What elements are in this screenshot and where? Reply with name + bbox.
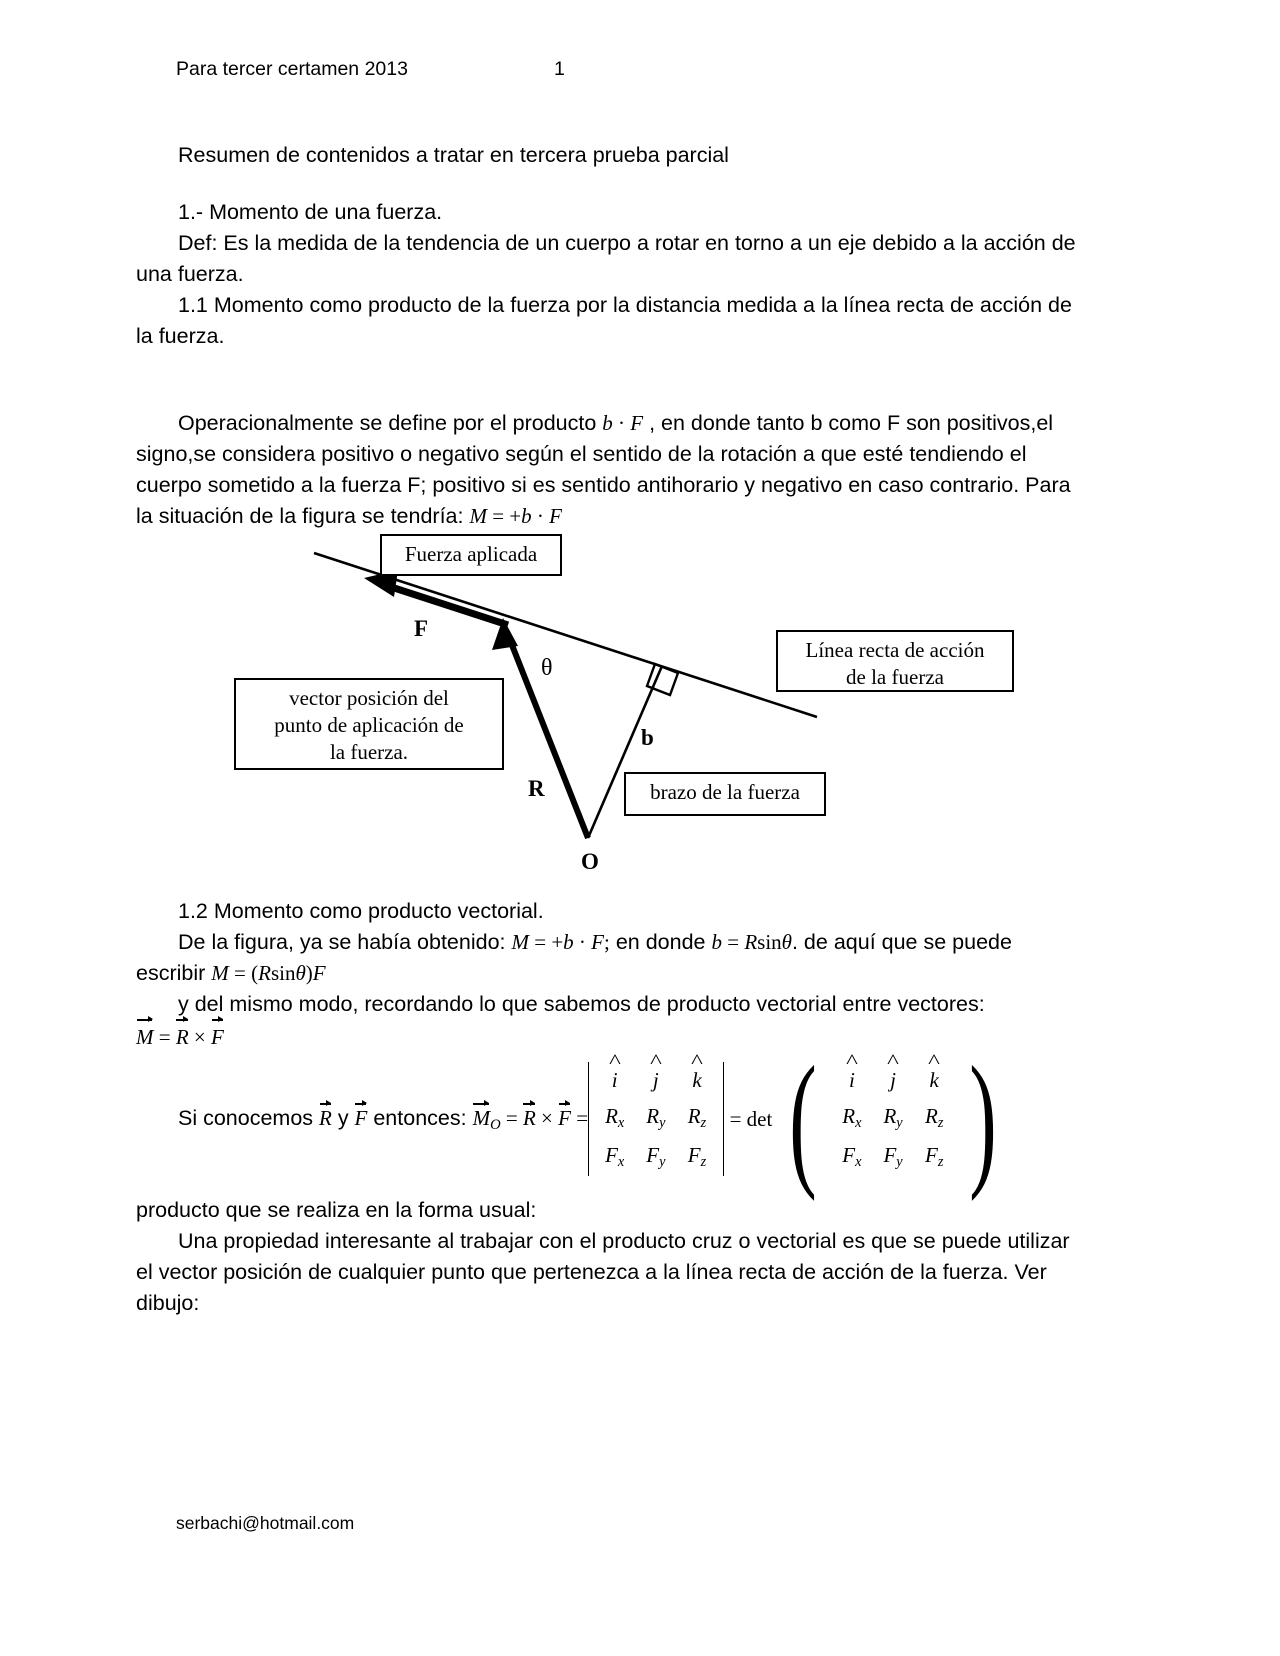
parenthesized-matrix xyxy=(778,1036,1007,1202)
determinant-equation-block xyxy=(136,1036,1146,1202)
matrix-cell-Fx xyxy=(605,1143,624,1171)
matrix-2 xyxy=(828,1068,958,1171)
matrix2-cell-Ry-base: R xyxy=(883,1103,897,1128)
matrix2-cell-Ry xyxy=(883,1104,902,1132)
derivation-text-1: De la figura, ya se había obtenido: xyxy=(178,930,512,954)
callout-vector-posicion-line3: la fuerza. xyxy=(329,740,409,764)
matrix-cell-Fx-base: F xyxy=(605,1142,618,1167)
matrix2-cell-Fz-sub: z xyxy=(937,1153,944,1170)
matrix-cell-Fy-sub: y xyxy=(659,1153,666,1170)
matrix-cell-Ry-sub: y xyxy=(659,1114,666,1131)
callout-fuerza-aplicada-label: Fuerza aplicada xyxy=(404,542,538,566)
math-dot-d1: · xyxy=(573,930,592,954)
matrix-cell-Rz-base: R xyxy=(687,1103,701,1128)
math-eq-2: = + xyxy=(486,504,522,528)
math-eq-d3: = xyxy=(228,961,252,985)
usual-form-paragraph: producto que se realiza en la forma usual: xyxy=(136,1198,537,1222)
math-F-d1: F xyxy=(591,930,604,954)
definition-paragraph: Def: Es la medida de la tendencia de un cuerpo a rotar en torno a un eje debido a la acción de una fuerza. xyxy=(136,231,1076,286)
math-close-d3: ) xyxy=(305,961,313,985)
label-R: R xyxy=(528,776,545,801)
math-theta-d2: θ xyxy=(781,930,792,954)
math-b-1: b xyxy=(602,411,613,435)
lead-eq-1: = xyxy=(500,1105,523,1130)
spacer xyxy=(136,171,1084,197)
matrix2-cell-Fz-base: F xyxy=(925,1142,938,1167)
math-F-1: F xyxy=(630,411,644,435)
operational-paragraph xyxy=(136,408,1084,532)
math-semicolon-d1: ; xyxy=(604,930,610,954)
matrix-cell-Fz-sub: z xyxy=(700,1153,707,1170)
math-b-d1: b xyxy=(563,930,574,954)
callout-linea-recta-line1: Línea recta de acción xyxy=(805,638,985,662)
matrix2-cell-Rz-sub: z xyxy=(937,1114,944,1131)
math-dot-1: · xyxy=(612,411,631,435)
matrix2-cell-Ry-sub: y xyxy=(896,1114,903,1131)
spacer xyxy=(136,352,1084,408)
math-dot-2: · xyxy=(531,504,550,528)
moment-of-force-diagram xyxy=(0,520,1280,880)
left-paren: ( xyxy=(789,1036,818,1202)
callout-brazo-fuerza-label: brazo de la fuerza xyxy=(650,780,800,804)
lead-times: × xyxy=(535,1105,559,1130)
math-theta-d3: θ xyxy=(295,961,306,985)
matrix-cell-Ry xyxy=(646,1104,665,1132)
lead-vec-F: F xyxy=(354,1105,368,1130)
lead-vec-M: M xyxy=(472,1105,491,1130)
footer-email: serbachi@hotmail.com xyxy=(176,1513,355,1533)
diagram-svg xyxy=(0,520,1280,880)
lead-M-subscript: O xyxy=(490,1117,501,1134)
derivation-text-2: en donde xyxy=(609,930,712,954)
math-eq-d2: = xyxy=(721,930,745,954)
matrix2-cell-Rx-base: R xyxy=(842,1103,856,1128)
page-header xyxy=(176,58,876,81)
property-paragraph: Una propiedad interesante al trabajar con el producto cruz o vectorial es que se puede utilizar el vector posición de cualquier punto que pertenezca a la línea recta de acción de la fuerza. Ver dibujo: xyxy=(136,1229,1070,1315)
matrix-cell-Rx xyxy=(605,1104,624,1132)
math-sin-d2: sin xyxy=(757,930,782,954)
callout-brazo-fuerza xyxy=(624,772,826,816)
document-body xyxy=(136,140,1084,532)
label-F: F xyxy=(414,616,429,641)
matrix-cell-Fy xyxy=(646,1143,665,1171)
label-b: b xyxy=(641,725,654,750)
matrix2-cell-Fx-sub: x xyxy=(855,1153,862,1170)
determinant-matrix xyxy=(588,1062,724,1177)
math-vec-M: M xyxy=(136,1020,154,1053)
math-times-cp: × xyxy=(188,1025,212,1049)
matrix-cell-Rz xyxy=(687,1104,706,1132)
section-1-2-title: 1.2 Momento como producto vectorial. xyxy=(178,899,544,923)
document-body-2 xyxy=(136,896,1084,1053)
matrix2-cell-Rz xyxy=(925,1104,944,1132)
matrix-cell-Fy-base: F xyxy=(646,1142,660,1167)
lead-text-1: Si conocemos xyxy=(178,1105,320,1130)
matrix2-cell-Fy xyxy=(883,1143,902,1171)
page-footer xyxy=(176,1513,354,1534)
matrix-cell-Fx-sub: x xyxy=(617,1153,625,1170)
lead-text-2: entonces: xyxy=(367,1105,473,1130)
matrix-cell-Rx-base: R xyxy=(605,1103,618,1128)
math-R-d3: R xyxy=(258,961,271,985)
section-1-title: 1.- Momento de una fuerza. xyxy=(178,200,443,224)
equation-lead-text xyxy=(136,1104,588,1134)
matrix2-cell-Rx-sub: x xyxy=(855,1114,862,1131)
position-vector-R xyxy=(492,618,588,838)
header-page-number: 1 xyxy=(553,58,565,80)
math-sin-d3: sin xyxy=(270,961,296,985)
matrix2-cell-Fy-base: F xyxy=(883,1142,897,1167)
lead-vec-F2: F xyxy=(558,1105,571,1130)
callout-linea-recta-line2: de la fuerza xyxy=(846,665,944,689)
lead-and: y xyxy=(331,1105,355,1130)
math-M-d1: M xyxy=(511,930,529,954)
math-eq-d1: = + xyxy=(528,930,564,954)
crossproduct-intro: y del mismo modo, recordando lo que sabemos de producto vectorial entre vectores: xyxy=(178,992,985,1016)
right-paren: ) xyxy=(969,1036,997,1202)
matrix-cell-Ry-base: R xyxy=(646,1103,660,1128)
math-vec-F: F xyxy=(211,1020,224,1053)
derivation-text-3: . de aquí que se puede escribir xyxy=(136,930,1012,985)
label-theta: θ xyxy=(541,655,553,681)
section-1-1-title: 1.1 Momento como producto de la fuerza por la distancia medida a la línea recta de acción de la fuerza. xyxy=(136,293,1072,348)
math-R-d2: R xyxy=(744,930,758,954)
math-b-d2: b xyxy=(711,930,722,954)
callout-fuerza-aplicada xyxy=(380,534,562,576)
math-F-2: F xyxy=(549,504,562,528)
math-b-2: b xyxy=(521,504,532,528)
matrix-cell-Fz xyxy=(687,1143,706,1171)
callout-vector-posicion xyxy=(234,678,504,770)
matrix-cell-i: ^ i xyxy=(605,1068,624,1093)
callout-vector-posicion-line1: vector posición del xyxy=(289,686,449,710)
matrix-cell-Fz-base: F xyxy=(687,1142,701,1167)
crossproduct-equation xyxy=(136,1020,1084,1053)
lead-eq-2: = xyxy=(570,1105,589,1130)
matrix2-cell-Rx xyxy=(842,1104,861,1132)
document-body-3 xyxy=(136,1195,1084,1319)
derivation-paragraph xyxy=(136,927,1084,989)
math-M-d3: M xyxy=(211,961,229,985)
matrix-cell-k: ^ k xyxy=(687,1068,706,1093)
intro-paragraph: Resumen de contenidos a tratar en tercera prueba parcial xyxy=(178,143,729,167)
operational-text-1: Operacionalmente se define por el producto xyxy=(178,411,603,435)
matrix-cell-Rz-sub: z xyxy=(700,1114,707,1131)
math-vec-R: R xyxy=(176,1020,189,1053)
matrix2-cell-Fx-base: F xyxy=(842,1142,856,1167)
math-open-d3: ( xyxy=(251,961,259,985)
det-operator-label: = det xyxy=(729,1106,773,1131)
matrix2-cell-j: ^ j xyxy=(883,1068,902,1093)
callout-linea-recta xyxy=(776,630,1014,692)
lead-vec-R2: R xyxy=(522,1105,536,1130)
math-eq-cp: = xyxy=(153,1025,176,1049)
force-vector-F xyxy=(364,570,508,625)
matrix2-cell-Fz xyxy=(925,1143,944,1171)
lead-vec-R: R xyxy=(319,1105,332,1130)
matrix-cell-Rx-sub: x xyxy=(617,1114,625,1131)
callout-vector-posicion-line2: punto de aplicación de xyxy=(274,713,464,737)
label-O: O xyxy=(581,849,599,874)
matrix-cell-j: ^ j xyxy=(646,1068,665,1093)
header-title: Para tercer certamen 2013 xyxy=(176,58,408,80)
math-M-2: M xyxy=(469,504,487,528)
matrix2-cell-Rz-base: R xyxy=(925,1103,938,1128)
matrix2-cell-k: ^ k xyxy=(925,1068,944,1093)
matrix2-cell-Fx xyxy=(842,1143,861,1171)
matrix2-cell-Fy-sub: y xyxy=(896,1153,903,1170)
operational-text-2: , en donde tanto b como F son positivos,el signo,se considera positivo o negativo según el sentido de la rotación a que esté tendiendo el cuerpo sometido a la fuerza F; positivo si es sentido antihorario y negativo en caso contrario. Para la situación de la figura se tendría: xyxy=(136,411,1071,528)
math-F-d3: F xyxy=(312,961,326,985)
matrix2-cell-i: ^ i xyxy=(842,1068,861,1093)
